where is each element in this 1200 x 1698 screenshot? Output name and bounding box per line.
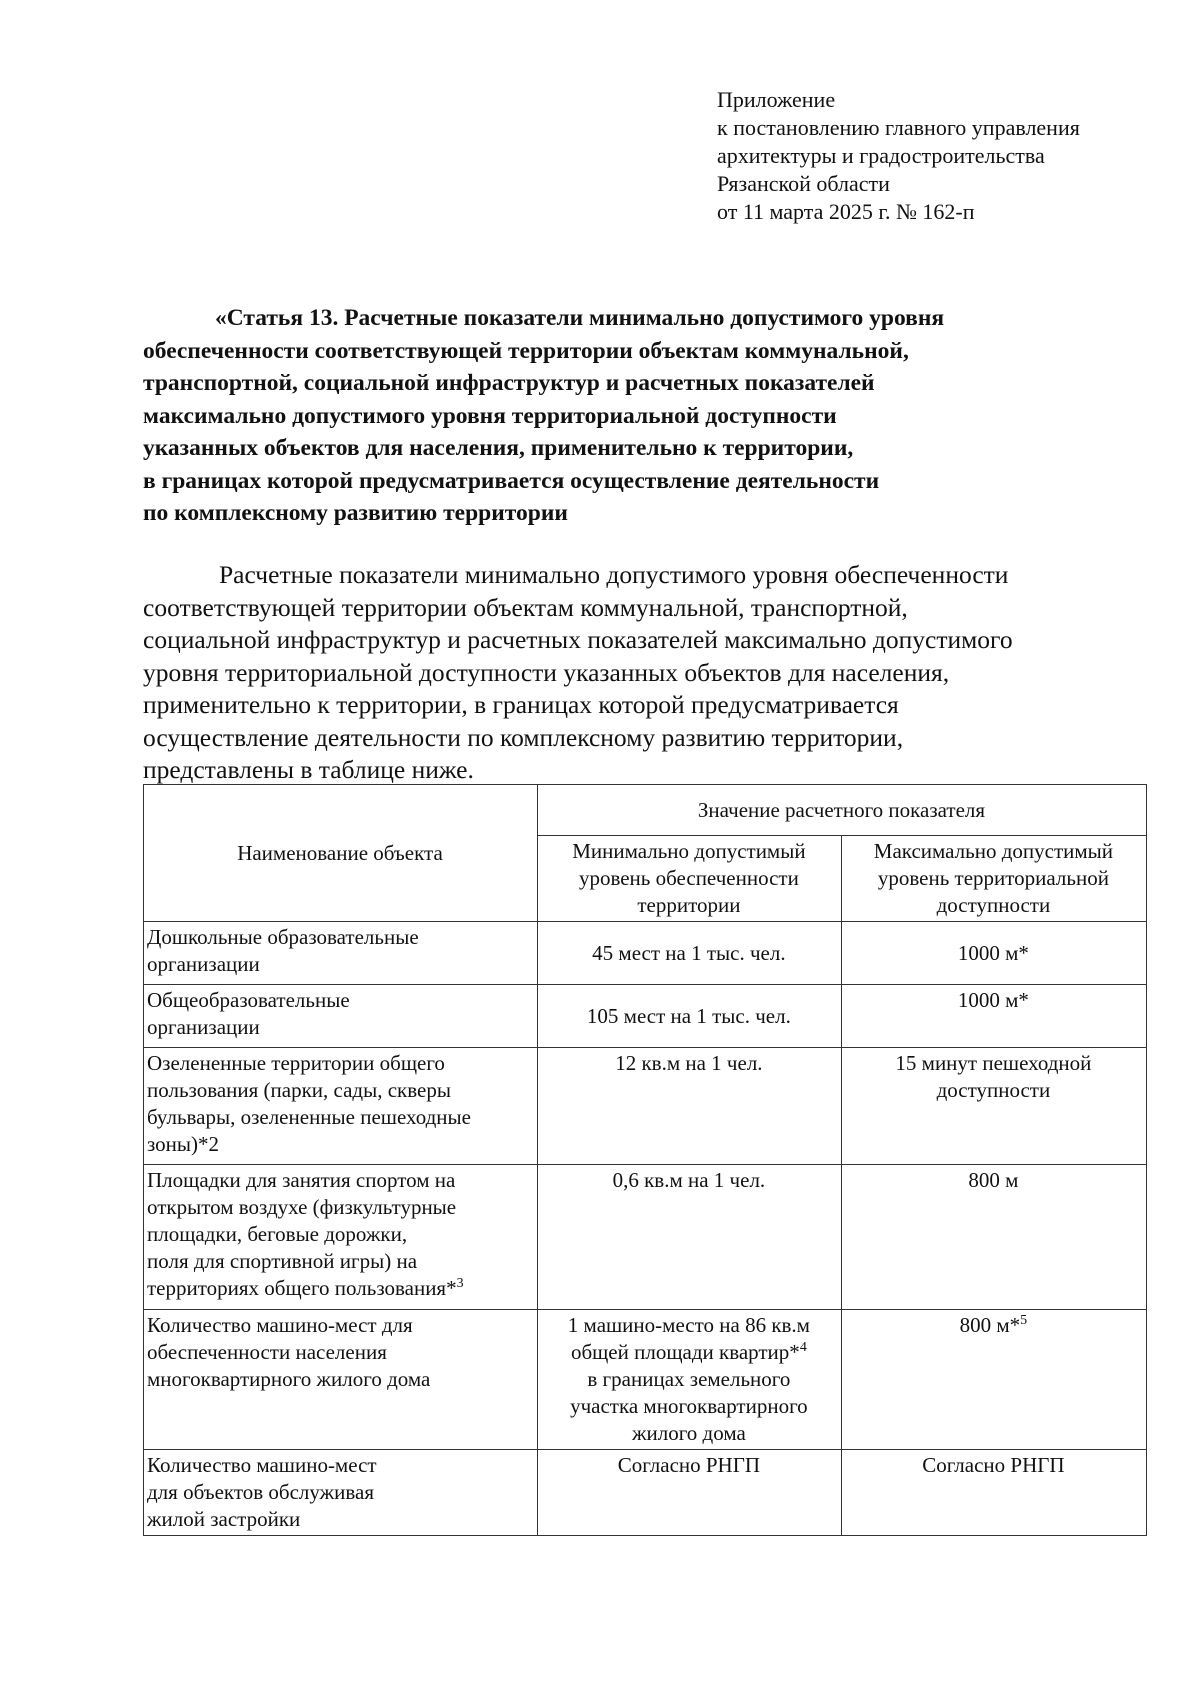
paragraph-line: представлены в таблице ниже. bbox=[143, 755, 474, 784]
cell-line: Количество машино-мест для bbox=[147, 1313, 413, 1337]
cell-line: 15 минут пешеходной bbox=[895, 1051, 1092, 1075]
cell-line: организации bbox=[147, 952, 260, 976]
appendix-line: к постановлению главного управления bbox=[717, 115, 1080, 140]
cell-line: площадки, беговые дорожки, bbox=[147, 1222, 408, 1246]
min-level-cell: 105 мест на 1 тыс. чел. bbox=[537, 985, 841, 1048]
cell-line: доступности bbox=[936, 1078, 1051, 1102]
table-row bbox=[144, 1048, 1147, 1165]
header-line: уровень обеспеченности bbox=[578, 866, 799, 890]
header-line: Максимально допустимый bbox=[873, 839, 1114, 863]
cell-line: жилого дома bbox=[631, 1421, 746, 1445]
article-heading bbox=[143, 302, 1143, 530]
cell-line: бульвары, озелененные пешеходные bbox=[147, 1105, 471, 1129]
cell-line: 1 машино-место на 86 кв.м bbox=[567, 1313, 810, 1337]
header-min-level bbox=[537, 836, 841, 922]
footnote-mark: 4 bbox=[799, 1340, 807, 1355]
header-line: доступности bbox=[936, 893, 1051, 917]
cell-line: пользования (парки, сады, скверы bbox=[147, 1078, 451, 1102]
object-name-cell bbox=[144, 922, 538, 985]
cell-line: Озелененные территории общего bbox=[147, 1051, 445, 1075]
cell-line: для объектов обслуживая bbox=[147, 1480, 374, 1504]
cell-line bbox=[541, 1339, 837, 1366]
cell-line: открытом воздухе (физкультурные bbox=[147, 1195, 457, 1219]
heading-line: по комплексному развитию территории bbox=[143, 500, 568, 526]
heading-line: обеспеченности соответствующей территории объектам коммунальной, bbox=[143, 337, 909, 364]
paragraph-line: осуществление деятельности по комплексному развитию территории, bbox=[143, 722, 904, 752]
cell-line: Количество машино-мест bbox=[147, 1453, 377, 1477]
cell-line: жилой застройки bbox=[147, 1507, 301, 1531]
header-line: Минимально допустимый bbox=[572, 839, 806, 863]
max-access-cell: 1000 м* bbox=[841, 922, 1146, 985]
paragraph-line: применительно к территории, в границах которой предусматривается bbox=[143, 690, 899, 719]
paragraph-line: соответствующей территории объектам коммунальной, транспортной, bbox=[143, 592, 908, 622]
object-name-cell bbox=[144, 1165, 538, 1310]
cell-line: Дошкольные образовательные bbox=[147, 925, 419, 949]
appendix-line: Рязанской области bbox=[717, 171, 890, 196]
header-max-access bbox=[841, 836, 1146, 922]
heading-line: максимально допустимого уровня территориальной доступности bbox=[143, 402, 837, 429]
object-name-cell bbox=[144, 985, 538, 1048]
paragraph-line: Расчетные показатели минимально допустимого уровня обеспеченности bbox=[219, 560, 1009, 589]
cell-text: территориях общего пользования* bbox=[147, 1276, 457, 1300]
paragraph-line: уровня территориальной доступности указанных объектов для населения, bbox=[143, 657, 950, 687]
cell-line: организации bbox=[147, 1015, 260, 1039]
heading-line: «Статья 13. Расчетные показатели минимально допустимого уровня bbox=[215, 305, 945, 331]
header-line: территории bbox=[637, 893, 741, 917]
cell-line: обеспеченности населения bbox=[147, 1340, 387, 1364]
appendix-block bbox=[717, 86, 1080, 226]
cell-text: 800 м* bbox=[959, 1313, 1021, 1337]
paragraph-line: социальной инфраструктур и расчетных показателей максимально допустимого bbox=[143, 625, 1013, 654]
intro-paragraph bbox=[143, 559, 1143, 787]
max-access-cell: 1000 м* bbox=[841, 985, 1146, 1048]
cell-line: зоны)*2 bbox=[147, 1132, 220, 1156]
cell-line: Общеобразовательные bbox=[147, 988, 350, 1012]
table-row bbox=[144, 1165, 1147, 1310]
min-level-cell: Согласно РНГП bbox=[537, 1450, 841, 1536]
footnote-mark: 3 bbox=[456, 1276, 464, 1291]
heading-line: транспортной, социальной инфраструктур и расчетных показателей bbox=[143, 370, 875, 396]
heading-line: указанных объектов для населения, применительно к территории, bbox=[143, 435, 854, 461]
object-name-cell bbox=[144, 1048, 538, 1165]
min-level-cell: 0,6 кв.м на 1 чел. bbox=[537, 1165, 841, 1310]
max-access-cell: 800 м bbox=[841, 1165, 1146, 1310]
max-access-cell bbox=[841, 1048, 1146, 1165]
min-level-cell: 12 кв.м на 1 чел. bbox=[537, 1048, 841, 1165]
max-access-cell: Согласно РНГП bbox=[841, 1450, 1146, 1536]
table-row bbox=[144, 922, 1147, 985]
cell-line: Площадки для занятия спортом на bbox=[147, 1168, 456, 1192]
header-object-name: Наименование объекта bbox=[144, 785, 538, 922]
max-access-cell bbox=[841, 1310, 1146, 1450]
header-line: уровень территориальной bbox=[877, 866, 1109, 890]
heading-line: в границах которой предусматривается осуществление деятельности bbox=[143, 467, 880, 494]
cell-line: участка многоквартирного bbox=[570, 1394, 808, 1418]
footnote-mark: 5 bbox=[1020, 1313, 1028, 1328]
indicators-table bbox=[143, 784, 1147, 1536]
cell-line: поля для спортивной игры) на bbox=[147, 1249, 418, 1273]
min-level-cell: 45 мест на 1 тыс. чел. bbox=[537, 922, 841, 985]
object-name-cell bbox=[144, 1450, 538, 1536]
cell-text: общей площади квартир* bbox=[570, 1340, 800, 1364]
appendix-line: от 11 марта 2025 г. № 162-п bbox=[717, 199, 975, 224]
min-level-cell bbox=[537, 1310, 841, 1450]
appendix-line: архитектуры и градостроительства bbox=[717, 143, 1045, 168]
object-name-cell bbox=[144, 1310, 538, 1450]
appendix-line: Приложение bbox=[717, 87, 836, 112]
table-row bbox=[144, 1310, 1147, 1450]
cell-line: в границах земельного bbox=[587, 1367, 791, 1391]
cell-line bbox=[147, 1275, 533, 1302]
table-header-row bbox=[144, 785, 1147, 836]
table-row bbox=[144, 985, 1147, 1048]
table-row bbox=[144, 1450, 1147, 1536]
cell-line: многоквартирного жилого дома bbox=[147, 1367, 431, 1391]
header-indicator-value: Значение расчетного показателя bbox=[537, 785, 1146, 836]
